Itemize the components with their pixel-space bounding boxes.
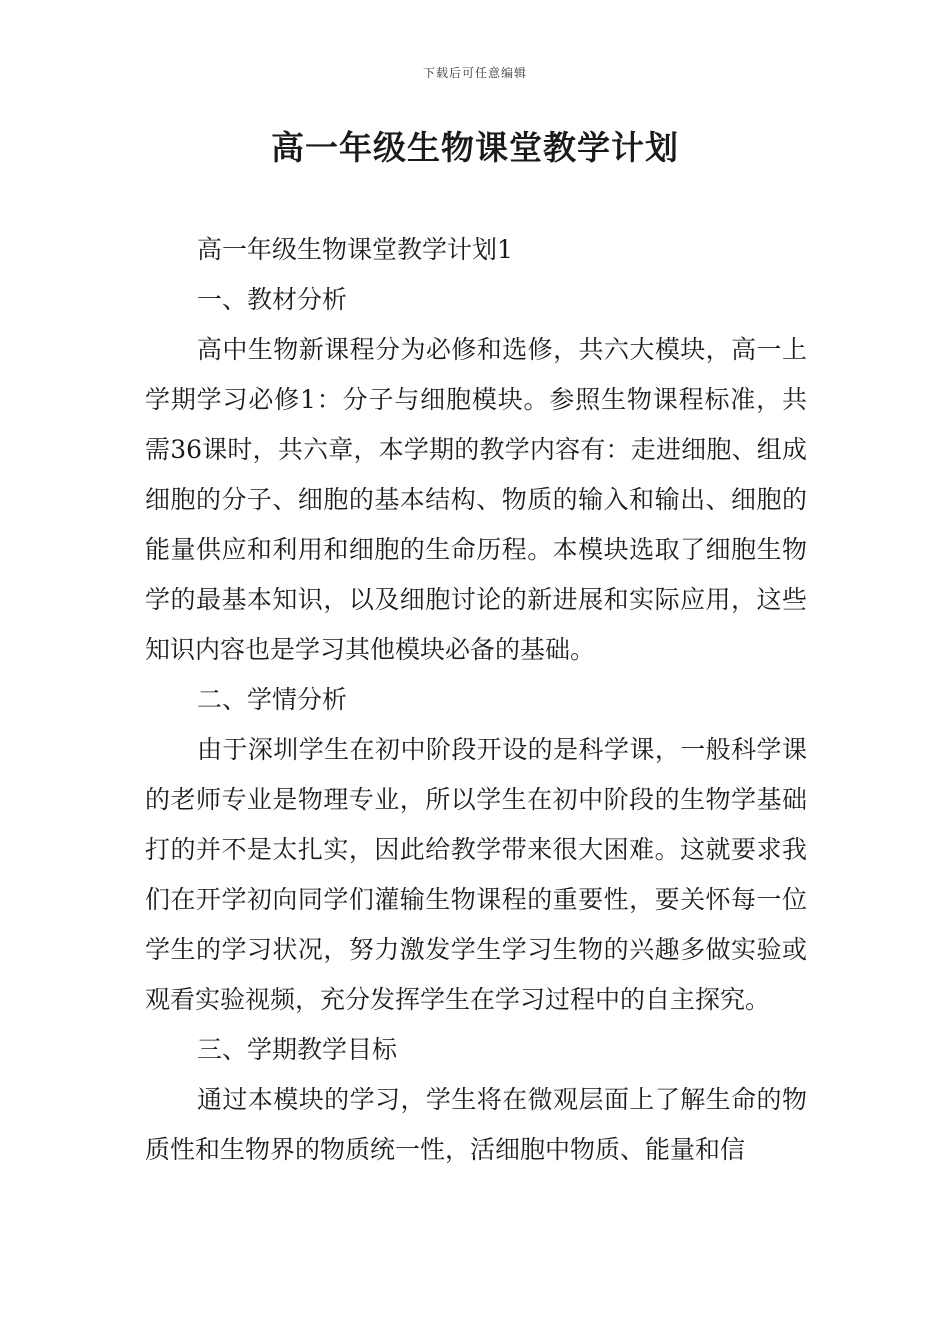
document-body <box>145 225 807 1175</box>
paragraph-student-analysis: 由于深圳学生在初中阶段开设的是科学课，一般科学课的老师专业是物理专业，所以学生在初中阶段的生物学基础打的并不是太扎实，因此给教学带来很大困难。这就要求我们在开学初向同学们灌输生物课程的重要性，要关怀每一位学生的学习状况，努力激发学生学习生物的兴趣多做实验或观看实验视频，充分发挥学生在学习过程中的自主探究。 <box>145 735 807 1014</box>
document-title: 高一年级生物课堂教学计划 <box>271 128 679 167</box>
paragraph-textbook-analysis: 高中生物新课程分为必修和选修，共六大模块，高一上学期学习必修1：分子与细胞模块。参照生物课程标准，共需36课时，共六章，本学期的教学内容有：走进细胞、组成细胞的分子、细胞的基本结构、物质的输入和输出、细胞的能量供应和利用和细胞的生命历程。本模块选取了细胞生物学的最基本知识，以及细胞讨论的新进展和实际应用，这些知识内容也是学习其他模块必备的基础。 <box>145 335 807 664</box>
page-header-note: 下载后可任意编辑 <box>422 66 527 80</box>
heading-student-analysis: 二、学情分析 <box>197 685 348 714</box>
heading-semester-goals: 三、学期教学目标 <box>197 1035 398 1064</box>
heading-textbook-analysis: 一、教材分析 <box>197 285 348 314</box>
paragraph-semester-goals: 通过本模块的学习，学生将在微观层面上了解生命的物质性和生物界的物质统一性，活细胞中物质、能量和信 <box>145 1085 807 1164</box>
section-subtitle: 高一年级生物课堂教学计划1 <box>197 235 513 264</box>
